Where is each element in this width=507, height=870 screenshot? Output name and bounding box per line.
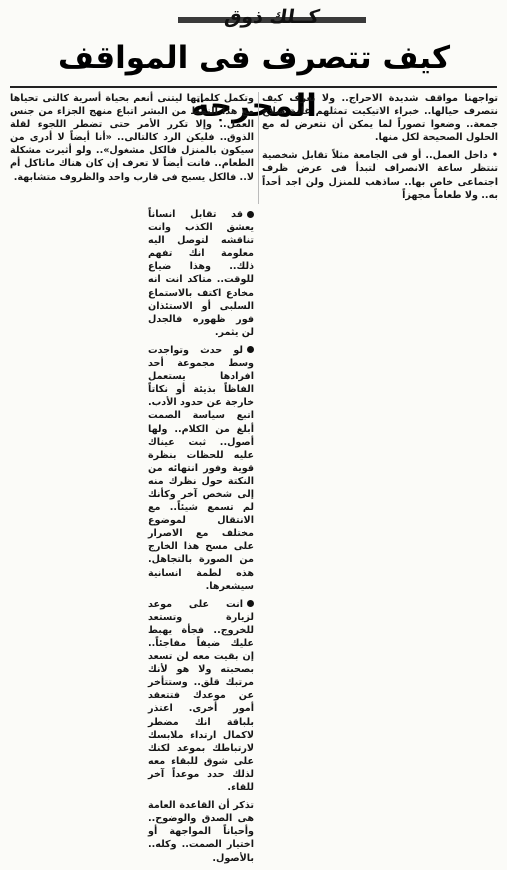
paragraph: تذكر أن القاعدة العامة هى الصدق والوضوح.. وأحياناً المواجهة أو اختيار الصمت.. وكله.. بالأصول.: [148, 800, 254, 864]
article-column-left-top: [10, 92, 254, 189]
article-kicker: كــلك ذوق: [223, 6, 321, 28]
bullet-icon: [247, 211, 254, 218]
paragraph-text: انت على موعد لزيارة وتستعد للخروج.. فجأة يهبط عليك ضيفاً مفاجئاً.. إن بقيت معه لن تسعد بصحبته ولا هو لأنك مرتبك قلق.. وستتأخر عن موعدك فتتعقد أمور أخرى. اعتذر بلباقة انك مضطر لاكمال ارتداء ملابسك لارتباطك بموعد لكنك على شوق للبقاء معه لذلك حدد موعداً آخر للقاء.: [148, 598, 254, 794]
column-separator: [258, 92, 259, 204]
bullet-paragraph: [148, 344, 254, 593]
bullet-paragraph: [148, 598, 254, 794]
paragraph: وتكمل كلماتها ليتنى أنعم بحياة أسرية كالتى تحياها مع هذا النمط من البشر اتباع منهج الجزاء من جنس العمل.. وإلا تكرر الأمر حتى تضطر اللجوء لقلة الذوق.. فليكن الرد كالتالى.. «أنا أيضاً لا أدرى من سيكون بالمنزل فالكل مشغول».. ولو أثيرت مشكلة الطعام.. فانت أيضاً لا تعرف إن كان هناك ماتاكل أم لا.. فالكل يسبح فى قارب واحد والظروف متشابهة.: [10, 93, 254, 183]
bullet-icon: [247, 346, 254, 353]
headline-rule: [10, 86, 497, 88]
article-column-left: [148, 208, 254, 870]
bullet-icon: [247, 600, 254, 607]
paragraph: • داخل العمل.. أو فى الجامعة مثلاً تقابل شخصية تنتظر ساعة الانصراف لتبدأ فى عرض ظرف اجتماعى خاص بها.. ساذهب للمنزل ولن اجد أحداً به.. ولا طعاماً مجهزاً: [262, 150, 498, 201]
paragraph-text: لو حدث وتواجدت وسط مجموعة أحد افرادها يستعمل الفاظاً بذيئة أو نكاتاً خارجة عن حدود الأدب. اتبع سياسة الصمت أبلغ من الكلام.. ولها أصول.. ثبت عيناك عليه للحظات بنظرة قوية وفور انتهائه من النكتة حول نظرك منه إلى شخص آخر وكأنك لم تسمع شيئاً.. مع الانتقال لموضوع مختلف مع الاصرار على مسح هذا الخارج من الصورة بالتجاهل. هذه لطمة انسانية سيشعرها.: [148, 344, 254, 592]
article-headline: كيف تتصرف فى المواقف المحرجة: [57, 40, 451, 124]
article-column-right: [262, 92, 498, 207]
bullet-paragraph: [148, 208, 254, 339]
paragraph-text: قد تقابل انساناً يعشق الكذب وانت تناقشه لتوصل اليه معلومة انك تفهم ذلك.. وهذا ضياع للوقت.. متاكد انت انه مخادع اكتف بالاستماع السلبى أو الاستئذان فور ظهوره فالجدل لن يثمر.: [148, 209, 254, 338]
paragraph: تواجهنا مواقف شديدة الاحراج.. ولا نعرف كيف نتصرف حيالها.. خبراء الاتيكيت تمثلهم غادة صلاح جمعة.. وضعوا تصوراً لما يمكن أن نتعرض له مع الحلول الصحيحة لكل منها.: [262, 93, 498, 144]
